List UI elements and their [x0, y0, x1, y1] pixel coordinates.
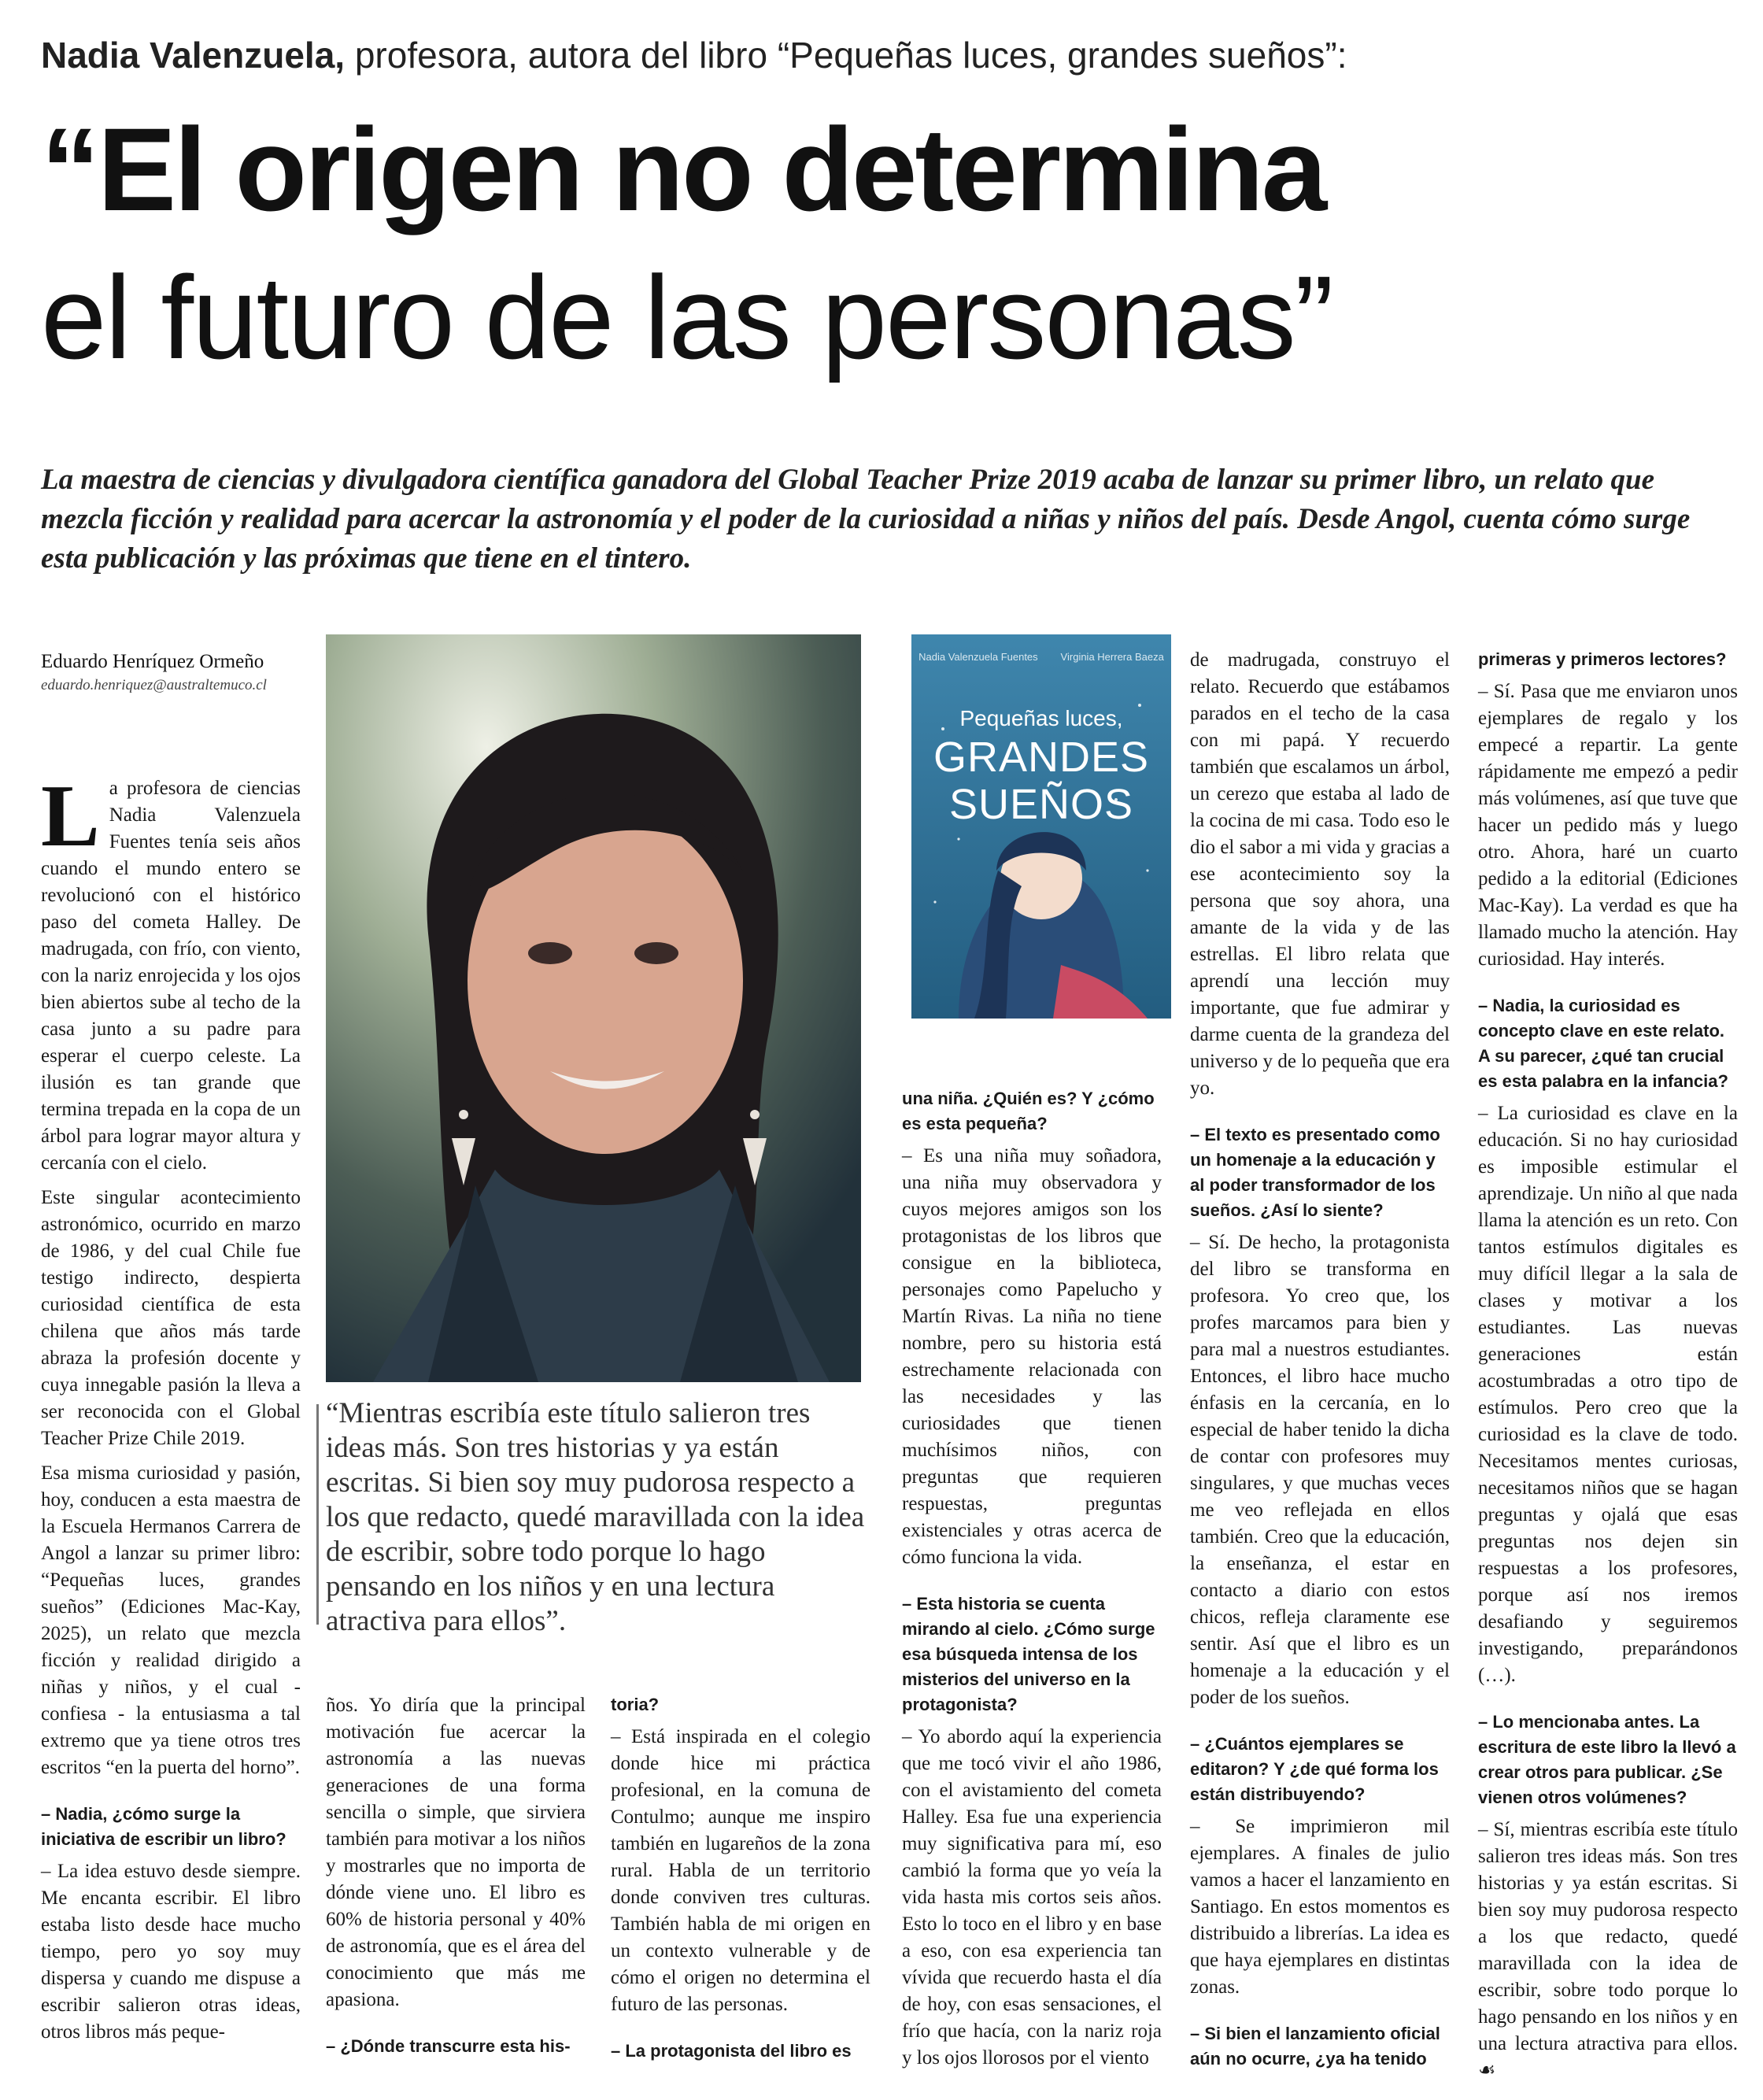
pull-quote-rule [316, 1404, 319, 1625]
col5-paragraph-3: – Se imprimieron mil ejemplares. A finales de julio vamos a hacer el lanzamiento en Santiago. En estos momentos es distribuido a librerías. La idea es que haya ejemplares en distintas zonas. [1190, 1816, 1450, 1998]
book-cover-authors: Nadia Valenzuela Fuentes Virginia Herrera Baeza [918, 651, 1164, 663]
col4-question-1: – Esta historia se cuenta mirando al cielo. ¿Cómo surge esa búsqueda intensa de los misterios del universo en la protagonista? [902, 1594, 1155, 1714]
col3-question-1: – La protagonista del libro es [611, 2041, 852, 2061]
col6-paragraph-3: – Sí, mientras escribía este título salieron tres ideas más. Son tres historias y ya están escritas. Si bien soy muy pudorosa respecto a los que redacto, quedé maravillada con la idea de escribir, sobre todo porque lo hago pensando en los niños y en una lectura atractiva para ellos. [1478, 1819, 1738, 2054]
col6-paragraph-2: – La curiosidad es clave en la educación. Si no hay curiosidad es imposible estimular el aprendizaje. Un niño al que nada llama la atención es un reto. Con tantos estímulos digitales es muy difícil llegar a la sala de clases y motivar a los estudiantes. Las nuevas generaciones están acostumbradas a otro tipo de estímulos. Pero creo que la curiosidad es la clave de todo. Necesitamos mentes curiosas, necesitamos niños que se hagan preguntas y ojalá que esas preguntas nos dejen sin respuestas a los profesores, porque así nos iremos desafiando y seguiremos investigando, preparándonos (…). [1478, 1103, 1738, 1686]
book-cover-title-line-1: GRANDES [933, 734, 1150, 781]
col5-question-2: – ¿Cuántos ejemplares se editaron? Y ¿de qué forma los están distribuyendo? [1190, 1734, 1439, 1804]
lead-paragraph: La maestra de ciencias y divulgadora científica ganadora del Global Teacher Prize 2019 acaba de lanzar su primer libro, un relato que mezcla ficción y realidad para acercar la astronomía y el poder de la curiosidad a niñas y niños del país. Desde Angol, cuenta cómo surge esta publicación y las próximas que tiene en el tintero. [41, 464, 1691, 575]
drop-cap: L [41, 767, 100, 865]
headline-line-1: “El origen no determina [41, 103, 1325, 235]
book-cover [911, 634, 1171, 1019]
col3-paragraph-1: – Está inspirada en el colegio donde hice mi práctica profesional, en la comuna de Contulmo; aunque me inspiro también en lugareños de la zona rural. Habla de un territorio donde conviven tres culturas. También habla de mi origen en un contexto vulnerable y de cómo el origen no determina el futuro de las personas. [611, 1726, 870, 2015]
kicker [41, 31, 1725, 79]
kicker-subtitle: profesora, autora del libro “Pequeñas luces, grandes sueños”: [345, 35, 1347, 76]
author-portrait-illustration [326, 634, 861, 1382]
col5-question-3: – Si bien el lanzamiento oficial aún no ocurre, ¿ya ha tenido [1190, 2024, 1440, 2069]
col3-question-continued: toria? [611, 1695, 660, 1714]
col1-paragraph-1: a profesora de ciencias Nadia Valenzuela Fuentes tenía seis años cuando el mundo entero se revolucionó con el histórico paso del cometa Halley. De madrugada, con frío, con viento, con la nariz enrojecida y los ojos bien abiertos sube al techo de la casa junto a su padre para esperar el cuerpo celeste. La ilusión es tan grande que termina trepada en la copa de un árbol para lograr mayor altura y cercanía con el cielo. [41, 778, 301, 1174]
col5-paragraph-2: – Sí. De hecho, la protagonista del libro se transforma en profesora. Yo creo que, los profes marcamos para bien y para mal a nuestros estudiantes. Entonces, el libro hace mucho énfasis en la cercanía, en lo especial de haber tenido la dicha de contar con profesores muy singulares, y que muchas veces me veo reflejada en ellos también. Creo que la educación, la enseñanza, el estar en contacto a diario con estos chicos, refleja claramente ese sentir. Así que el libro es un homenaje a la educación y el poder de los sueños. [1190, 1232, 1450, 1708]
headline-line-2: el futuro de las personas” [41, 251, 1332, 383]
column-1 [41, 767, 301, 2054]
col6-paragraph-1: – Sí. Pasa que me enviaron unos ejemplares de regalo y los empecé a repartir. La gente rápidamente me empezó a pedir más volúmenes, así que tuve que hacer un pedido más y luego otro. Ahora, haré un cuarto pedido a la editorial (Ediciones Mac-Kay). La verdad es que ha llamado mucho la atención. Hay curiosidad. Hay interés. [1478, 681, 1738, 970]
col6-question-2: – Lo mencionaba antes. La escritura de este libro la llevó a crear otros para publicar. ¿Se vienen otros volúmenes? [1478, 1712, 1736, 1807]
column-2 [326, 1692, 586, 2065]
col1-paragraph-3: Esa misma curiosidad y pasión, hoy, conducen a esta maestra de la Escuela Hermanos Carrera de Angol a lanzar su primer libro: “Pequeñas luces, grandes sueños” (Ediciones Mac-Kay, 2025), un relato que mezcla ficción y realidad dirigido a niñas y niños, y el cual - confiesa - la entusiasma a tal extremo que ya tiene otros tres escritos “en la puerta del horno”. [41, 1462, 301, 1778]
byline-email[interactable]: eduardo.henriquez@australtemuco.cl [41, 677, 267, 693]
kicker-name: Nadia Valenzuela, [41, 35, 346, 76]
col1-question-1: – Nadia, ¿cómo surge la iniciativa de escribir un libro? [41, 1804, 286, 1849]
col4-paragraph-1: – Es una niña muy soñadora, una niña muy observadora y cuyos mejores amigos son los protagonistas de los libros que consigue en la biblioteca, personajes como Papelucho y Martín Rivas. La niña no tiene nombre, pero su historia está estrechamente relacionada con las necesidades y las curiosidades que tienen muchísimos niños, con preguntas que requieren respuestas, preguntas existenciales y otras acerca de cómo funciona la vida. [902, 1145, 1162, 1568]
column-4 [902, 1086, 1162, 2080]
col1-paragraph-2: Este singular acontecimiento astronómico, ocurrido en marzo de 1986, y del cual Chile fue testigo indirecto, despierta curiosidad científica de esta chilena que años más tarde abraza la profesión docente y cuya innegable pasión la lleva a ser reconocida con el Global Teacher Prize Chile 2019. [41, 1187, 301, 1449]
col6-question-continued: primeras y primeros lectores? [1478, 649, 1727, 669]
column-5 [1190, 647, 1450, 2078]
col2-question-1: – ¿Dónde transcurre esta his- [326, 2036, 571, 2056]
col5-paragraph-1: de madrugada, construyo el relato. Recuerdo que estábamos parados en el techo de la casa con mi papá. Y recuerdo también que escalamos un árbol, un cerezo que estaba al lado de la cocina de mi casa. Todo eso le dio el sabor a mi vida y gracias a ese acontecimiento soy la persona que soy ahora, una amante de la vida y de las estrellas. El libro relata que aprendí una lección muy importante, que fue admirar y darme cuenta de la grandeza del universo y de lo pequeña que era yo. [1190, 649, 1450, 1099]
col6-question-1: – Nadia, la curiosidad es concepto clave en este relato. A su parecer, ¿qué tan crucial es esta palabra en la infancia? [1478, 996, 1728, 1091]
pull-quote: “Mientras escribía este título salieron tres ideas más. Son tres historias y ya están escritas. Si bien soy muy pudorosa respecto a los que redacto, quedé maravillada con la idea de escribir, sobre todo porque lo hago pensando en los niños y en una lectura atractiva para ellos”. [326, 1397, 865, 1637]
byline-author: Eduardo Henríquez Ormeño [41, 651, 264, 672]
col1-answer-1: – La idea estuvo desde siempre. Me encanta escribir. El libro estaba listo desde hace mucho tiempo, pero yo soy muy dispersa y cuando me dispuse a escribir salieron otras ideas, otros libros más peque- [41, 1861, 301, 2043]
book-cover-title-small: Pequeñas luces, [959, 706, 1123, 730]
author-photo [326, 634, 861, 1382]
end-mark-icon: ☙ [1478, 2060, 1496, 2081]
col4-paragraph-2: – Yo abordo aquí la experiencia que me tocó vivir el año 1986, con el avistamiento del cometa Halley. Esa fue una experiencia muy significativa para mí, eso cambió la forma que yo veía la vida hasta mis cortos seis años. Esto lo toco en el libro y en base a eso, con esa experiencia tan vívida que recuerdo hasta el día de hoy, con esas sensaciones, el frío que hacía, con la nariz roja y los ojos llorosos por el viento [902, 1726, 1162, 2069]
col5-question-1: – El texto es presentado como un homenaje a la educación y al poder transformador de los sueños. ¿Así lo siente? [1190, 1125, 1440, 1220]
column-6 [1478, 647, 1738, 2092]
column-3 [611, 1692, 870, 2070]
col2-paragraph-1: ños. Yo diría que la principal motivación fue acercar la astronomía a las nuevas generaciones de una forma sencilla o simple, que sirviera también para motivar a los niños y mostrarles que no importa de dónde viene uno. El libro es 60% de historia personal y 40% de astronomía, que es el área del conocimiento que más me apasiona. [326, 1695, 586, 2010]
book-cover-title-line-2: SUEÑOS [948, 781, 1134, 828]
col4-question-continued: una niña. ¿Quién es? Y ¿cómo es esta pequeña? [902, 1089, 1155, 1133]
